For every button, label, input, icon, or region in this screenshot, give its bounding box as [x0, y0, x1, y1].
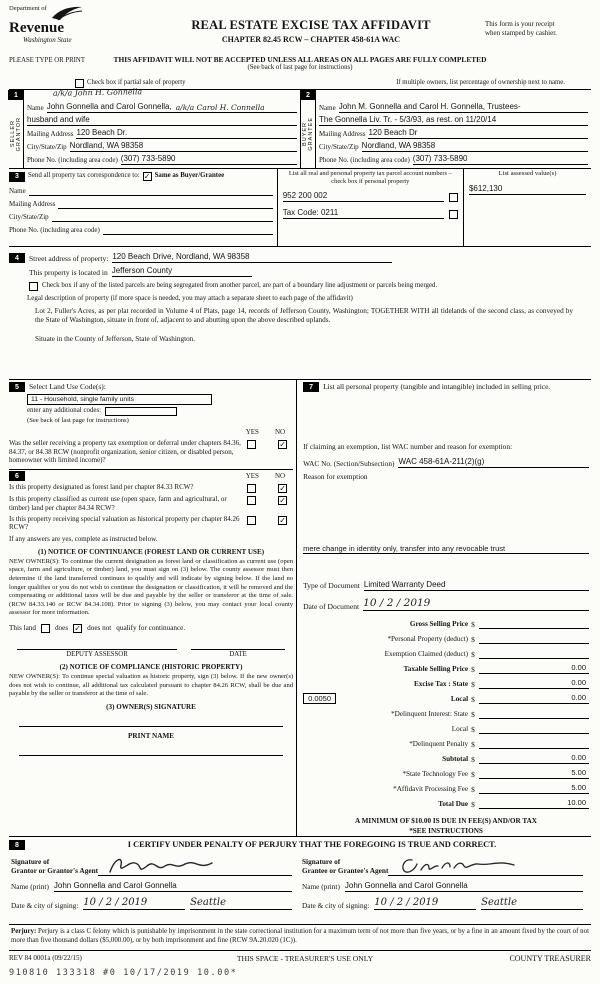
- send-to-label: Send all property tax correspondence to:: [28, 172, 140, 180]
- land-use-code-box[interactable]: 11 - Household, single family units: [27, 394, 212, 405]
- parcel-row-1: [283, 191, 458, 202]
- local-rate-box: 0.0050: [303, 693, 336, 704]
- historic-question: Is this property receiving special valuation as historical property per chapter 84.26 RCW?: [9, 514, 240, 532]
- grantee-agent-label: Grantee or Grantee's Agent: [302, 865, 389, 875]
- seller-side-strip: [9, 90, 24, 168]
- street-address-value: 120 Beach Drive, Nordland, WA 98358: [112, 252, 250, 261]
- fee-label-excise-state: Excise Tax : State: [413, 680, 469, 688]
- see-instructions-note: *SEE INSTRUCTIONS: [409, 827, 483, 835]
- corr-phone-label: Phone No. (including area code): [9, 226, 100, 235]
- grantee-name-print-label: Name (print): [302, 882, 340, 892]
- fees-table: [303, 614, 589, 809]
- parcel-row-2: [283, 208, 458, 219]
- buyer-name-label: Name: [319, 104, 336, 113]
- grantor-signature-scrawl: [106, 853, 218, 879]
- assessed-value[interactable]: $612,130: [469, 184, 586, 195]
- seller-phone-row: [27, 152, 297, 165]
- fee-label-gross: Gross Selling Price: [409, 620, 469, 628]
- fee-row-taxable: [303, 659, 589, 674]
- legal-description-label: Legal description of property (if more space is needed, you may attach a separate sheet to each page of the affidavit): [27, 294, 353, 302]
- seller-mailing-row: [27, 126, 297, 139]
- seller-aka-inline-handwriting: a/k/a Carol H. Connella: [175, 102, 265, 112]
- fee-value-tech-fee[interactable]: 5.00: [479, 768, 589, 779]
- doc-date-label: Date of Document: [303, 601, 360, 611]
- title-block: [137, 5, 485, 55]
- yes-no-header-5: [9, 428, 293, 437]
- buyer-name2-field[interactable]: [319, 115, 588, 126]
- personal-property-label: List all personal property (tangible and intangible) included in selling price.: [323, 382, 551, 391]
- section-3-number: 3: [9, 172, 25, 182]
- dollar-sign: $: [471, 769, 475, 779]
- grantee-signature-label: [302, 858, 388, 876]
- reason-field[interactable]: [303, 483, 589, 554]
- fee-value-personal[interactable]: [479, 642, 589, 644]
- dor-logo: [9, 5, 137, 55]
- subheader: [9, 55, 591, 77]
- seller-grantor-section: [9, 87, 300, 168]
- grantor-signature-block: [9, 856, 300, 911]
- cashier-receipt-stamp: 910810 133318 #0 10/17/2019 10.00*: [9, 967, 238, 978]
- grantor-signature-label: [11, 858, 98, 876]
- located-in-field[interactable]: [112, 266, 252, 277]
- wac-label: WAC No. (Section/Subsection): [303, 459, 395, 469]
- notice-continuance-text: NEW OWNER(S): To continue the current designation as forest land or classification as current use (open space, farm and agriculture, or timber) land, you must sign on (3) below. The county assessor must then determine if the land transferred continues to qualify and will indicate by signing below. If the land no longer qualifies or you do not wish to continue the designation or classification, it will be removed and the compensating or additional taxes will be due and payable by the seller or transferor at the time of sale. (RCW 84.33.140 or RCW 84.34.108). Prior to signing (3) below, you may contact your local county assessor for more information.: [9, 557, 294, 617]
- seller-vertical-label: [10, 100, 22, 168]
- parcel-2-personal-checkbox[interactable]: [449, 210, 458, 219]
- correspondence-left: [9, 169, 277, 246]
- this-land-label: This land: [9, 623, 36, 632]
- signature-of-label: Signature of: [302, 857, 341, 866]
- form-header: [9, 5, 591, 55]
- personal-property-blank-area[interactable]: [303, 392, 589, 442]
- dollar-sign: $: [471, 649, 475, 659]
- additional-codes-label: enter any additional codes:: [27, 407, 102, 415]
- certify-text: I CERTIFY UNDER PENALTY OF PERJURY THAT THE FOREGOING IS TRUE AND CORRECT.: [127, 840, 497, 849]
- treasurer-space-label: THIS SPACE - TREASURER'S USE ONLY: [236, 953, 374, 963]
- grantor-signature-row: [11, 856, 292, 876]
- buyer-vertical-label: [302, 100, 314, 168]
- grantor-name-print-label: Name (print): [11, 882, 49, 892]
- current-use-yes-checkbox[interactable]: [247, 496, 256, 505]
- seller-name-field[interactable]: [47, 102, 297, 113]
- assessed-header: List assessed value(s): [498, 170, 557, 177]
- seller-city-field[interactable]: [70, 141, 297, 152]
- buyer-name-row: [319, 97, 588, 113]
- dollar-sign: $: [471, 634, 475, 644]
- signature-columns: [9, 856, 591, 911]
- fee-row-delinquent-interest-state: [303, 704, 589, 719]
- assessed-row: [469, 184, 586, 195]
- fee-value-total-due[interactable]: 10.00: [479, 798, 589, 809]
- owner-signature-line-1[interactable]: [19, 714, 283, 727]
- fee-value-gross[interactable]: [479, 627, 589, 629]
- does-label: does: [54, 623, 69, 632]
- fee-row-excise-local: [303, 689, 589, 704]
- assessed-values-panel: [463, 169, 591, 246]
- see-back-note: (See back of last page for instructions): [247, 64, 353, 72]
- fee-row-delinquent-penalty: [303, 734, 589, 749]
- grantee-name-print-row: [302, 881, 583, 892]
- deputy-date-line[interactable]: DATE: [191, 649, 285, 659]
- street-address-label: Street address of property:: [29, 253, 109, 263]
- buyer-mailing-row: [319, 126, 588, 139]
- parcel-1-personal-checkbox[interactable]: [449, 193, 458, 202]
- send-correspondence-row: [9, 170, 273, 183]
- corr-mailing-row: [9, 196, 273, 209]
- current-use-question-row: [9, 495, 293, 513]
- yes-no-header-6: [246, 472, 293, 481]
- land-use-title: Select Land Use Code(s):: [29, 382, 106, 392]
- buyer-city-field[interactable]: [362, 141, 588, 152]
- buyer-grantee-section: [300, 90, 591, 168]
- chapter-subtitle: CHAPTER 82.45 RCW – CHAPTER 458-61A WAC: [221, 34, 401, 44]
- fee-row-excise-state: [303, 674, 589, 689]
- land-classification-section: [9, 469, 293, 755]
- seller-phone-value: (307) 733-5890: [120, 154, 176, 163]
- seller-name2-field[interactable]: [27, 115, 297, 126]
- parcel-numbers-panel: [277, 169, 463, 246]
- receipt-note-line2: when stamped by cashier.: [485, 29, 557, 38]
- current-use-no-checkbox[interactable]: ✓: [279, 496, 286, 506]
- tax-correspondence-section: [9, 169, 591, 247]
- buyer-side-strip: [301, 90, 316, 168]
- buyer-name-value: John M. Gonnella and Carol H. Gonnella, Trustees-: [338, 102, 521, 111]
- located-in-row: [9, 263, 591, 277]
- land-use-header: [9, 382, 293, 392]
- see-back-note-5: (See back of last page for instructions): [27, 417, 129, 424]
- buyer-city-label: City/State/Zip: [319, 143, 359, 152]
- located-in-value: Jefferson County: [111, 266, 173, 275]
- dollar-sign: $: [471, 664, 475, 674]
- no-label: NO: [274, 428, 286, 437]
- parties-section: [9, 89, 591, 169]
- buyer-fields: [316, 90, 591, 168]
- current-use-question: Is this property classified as current use (open space, farm and agricultural, or timber) land per chapter 84.34 RCW?: [9, 495, 227, 512]
- grantor-date-city-label: Date & city of signing:: [11, 900, 79, 910]
- forest-no-checkbox[interactable]: ✓: [279, 484, 286, 494]
- dollar-sign: $: [471, 754, 475, 764]
- buyer-name-field[interactable]: [339, 102, 588, 113]
- doc-type-value: Limited Warranty Deed: [363, 579, 446, 589]
- fee-row-delinquent-interest-local: [303, 719, 589, 734]
- fee-label-delinq-local: Local: [451, 725, 469, 733]
- seller-name-label: Name: [27, 104, 44, 113]
- fee-row-personal: [303, 629, 589, 644]
- seller-name-value: John Gonnella and Carol Gonnella,: [46, 102, 172, 111]
- section-5-number: 5: [9, 382, 25, 392]
- buyer-phone-value: (307) 733-5890: [412, 154, 468, 163]
- doc-type-label: Type of Document: [303, 581, 360, 591]
- exemption-note: If claiming an exemption, list WAC number and reason for exemption:: [303, 442, 513, 451]
- forest-land-question: Is this property designated as forest land per chapter 84.33 RCW?: [9, 483, 194, 492]
- dollar-sign: $: [471, 694, 475, 704]
- segregated-checkbox[interactable]: [29, 282, 38, 291]
- fee-label-delinq-state: *Delinquent Interest: State: [391, 710, 469, 718]
- exemption-yes-checkbox[interactable]: [247, 440, 256, 449]
- seller-city-value: Nordland, WA 98358: [69, 141, 144, 150]
- perjury-text: Perjury is a class C felony which is punishable by imprisonment in the state correctional institution for a maximum term of not more than five years, or by a fine in an amount fixed by the court of not more than five thousand dollars ($5,000.00), or by both imprisonment and fine (RCW 9A.20.020 (1C)).: [11, 928, 589, 944]
- owner-print-name-line[interactable]: [19, 743, 283, 756]
- doc-date-row: [303, 597, 589, 611]
- county-treasurer-label: COUNTY TREASURER: [509, 953, 591, 963]
- seller-fields: [24, 87, 300, 168]
- seller-mailing-value: 120 Beach Dr.: [76, 128, 128, 137]
- personal-property-header: [303, 382, 589, 392]
- fee-value-subtotal[interactable]: 0.00: [479, 753, 589, 764]
- grantee-signature-scrawl: [396, 853, 518, 879]
- seller-name-row2: [27, 113, 297, 126]
- grantee-signature-field[interactable]: [388, 856, 583, 876]
- buyer-mailing-value: 120 Beach Dr: [368, 128, 418, 137]
- additional-codes-row: [27, 407, 293, 416]
- partial-sale-label: Check box if partial sale of property: [87, 78, 186, 86]
- buyer-phone-label: Phone No. (including area code): [319, 156, 410, 165]
- reason-label: Reason for exemption: [303, 472, 368, 482]
- situate-text: Situate in the County of Jefferson, State of Washington.: [35, 334, 196, 343]
- page-title: REAL ESTATE EXCISE TAX AFFIDAVIT: [191, 18, 431, 32]
- fee-label-processing-fee: *Affidavit Processing Fee: [393, 785, 469, 793]
- deputy-assessor-row: [9, 649, 293, 659]
- dollar-sign: $: [471, 724, 475, 734]
- exemption-question: Was the seller receiving a property tax exemption or deferral under chapters 84.36, 84.37, or 84.38 RCW (nonprofit organization, senior citizen, or disabled person, homeowner with limited income)?: [9, 438, 241, 465]
- parcel-header: List all real and personal property tax parcel account numbers – check box if personal property: [288, 170, 452, 185]
- fee-value-delinq-state[interactable]: [479, 717, 589, 719]
- print-name-label: PRINT NAME: [128, 731, 175, 740]
- seller-city-label: City/State/Zip: [27, 143, 67, 152]
- does-checkbox[interactable]: [41, 624, 50, 633]
- section-4-number: 4: [9, 253, 25, 263]
- fee-label-excise-local: [303, 693, 471, 704]
- owners-signature-title: (3) OWNER(S) SIGNATURE: [106, 702, 196, 711]
- grantor-name-print-value: John Gonnella and Carol Gonnella: [53, 880, 177, 890]
- classification-header: [9, 471, 293, 481]
- qualify-suffix: qualify for continuance.: [116, 623, 186, 632]
- section-2-number: 2: [300, 90, 316, 100]
- notice-compliance-title: (2) NOTICE OF COMPLIANCE (HISTORIC PROPERTY): [59, 663, 243, 672]
- dollar-sign: $: [471, 739, 475, 749]
- fee-row-total-due: [303, 794, 589, 809]
- dept-of-label: Department of: [9, 5, 47, 12]
- section-7-number: 7: [303, 382, 319, 392]
- reason-value: mere change in identity only, transfer into any revocable trust: [303, 543, 506, 553]
- fee-row-exemption: [303, 644, 589, 659]
- fee-value-exemption[interactable]: [479, 657, 589, 659]
- dollar-sign: $: [471, 784, 475, 794]
- wac-value: WAC 458-61A-211(2)(g): [398, 457, 485, 467]
- legal-description-text: Lot 2, Fuller's Acres, as per plat recorded in Volume 4 of Plats, page 14, records of Jefferson County, Washington; TOGETHER WITH all tidelands of the second class, as conveyed by the State of Washington, situate in front of, adjacent to and abutting upon the above described uplands.: [35, 306, 573, 324]
- seller-name-row: [27, 87, 297, 113]
- grantor-city-value[interactable]: Seattle: [190, 897, 292, 911]
- notice-continuance-title: (1) NOTICE OF CONTINUANCE (FOREST LAND OR CURRENT USE): [37, 547, 265, 556]
- doc-type-field[interactable]: [364, 580, 589, 591]
- notice-compliance-text: NEW OWNER(S): To continue special valuation as historic property, sign (3) below. If the new owner(s) does not wish to continue, all additional tax calculated pursuant to chapter 84.26 RCW, shall be due and payable by the seller or transferor at the time of sale.: [9, 673, 294, 698]
- deputy-assessor-signature-line[interactable]: DEPUTY ASSESSOR: [17, 649, 177, 659]
- buyer-mailing-field[interactable]: [368, 128, 588, 139]
- historic-no-checkbox[interactable]: ✓: [279, 515, 286, 525]
- corr-phone-row: [9, 222, 273, 235]
- wac-row: [303, 457, 589, 468]
- forest-yes-checkbox[interactable]: [247, 484, 256, 493]
- grantee-name-print-field[interactable]: [345, 881, 583, 892]
- fee-value-penalty[interactable]: [479, 747, 589, 749]
- dollar-sign: $: [471, 709, 475, 719]
- grantee-date-city-label: Date & city of signing:: [302, 900, 370, 910]
- parcel-2-value[interactable]: Tax Code: 0211: [283, 208, 444, 219]
- receipt-note: [485, 5, 591, 55]
- if-yes-note: If any answers are yes, complete as instructed below.: [9, 535, 158, 544]
- dept-state: Washington State: [23, 36, 72, 44]
- grantor-date-value[interactable]: 10 / 2 / 2019: [83, 897, 185, 911]
- fee-row-subtotal: [303, 749, 589, 764]
- seller-mailing-label: Mailing Address: [27, 130, 74, 139]
- spacer: [303, 554, 589, 580]
- wac-field[interactable]: [398, 457, 589, 468]
- fee-value-processing-fee[interactable]: 5.00: [479, 783, 589, 794]
- please-type-label: PLEASE TYPE OR PRINT: [9, 57, 85, 64]
- fee-label-subtotal: Subtotal: [442, 755, 469, 763]
- seller-name2-value: husband and wife: [27, 115, 90, 124]
- grantor-name-print-row: [11, 881, 292, 892]
- buyer-city-row: [319, 139, 588, 152]
- seller-phone-field[interactable]: [121, 154, 297, 165]
- corr-phone-field[interactable]: [103, 234, 273, 235]
- grantor-agent-label: Grantor or Grantor's Agent: [11, 865, 99, 875]
- doc-type-row: [303, 580, 589, 591]
- parcel-1-value[interactable]: 952 200 002: [283, 191, 444, 202]
- section-1-number: 1: [8, 90, 24, 100]
- property-description-section: [9, 247, 591, 379]
- buyer-mailing-label: Mailing Address: [319, 130, 366, 139]
- yes-label-6: YES: [245, 471, 259, 480]
- grantor-name-print-field[interactable]: [54, 881, 292, 892]
- section-8-number: 8: [9, 840, 25, 850]
- dor-swoosh-icon: [50, 5, 84, 21]
- segregated-label: Check box if any of the listed parcels are being segregated from another parcel, are part of a boundary line adjustment or parcels being merged.: [42, 282, 438, 290]
- seller-city-row: [27, 139, 297, 152]
- buyer-word: BUYER: [302, 122, 308, 146]
- grantor-date-city-row: [11, 897, 292, 911]
- same-as-buyer-label: Same as Buyer/Grantee: [154, 172, 225, 180]
- certify-row: [9, 840, 591, 851]
- seller-phone-label: Phone No. (including area code): [27, 156, 118, 165]
- fee-label-taxable: Taxable Selling Price: [403, 665, 469, 673]
- street-address-field[interactable]: [112, 252, 392, 263]
- signature-of-label: Signature of: [11, 857, 50, 866]
- warning-text: THIS AFFIDAVIT WILL NOT BE ACCEPTED UNLESS ALL AREAS ON ALL PAGES ARE FULLY COMPLETED: [113, 55, 487, 64]
- grantee-signature-row: [302, 856, 583, 876]
- fee-row-gross: [303, 614, 589, 629]
- buyer-phone-field[interactable]: [413, 154, 588, 165]
- doc-date-field[interactable]: [363, 597, 589, 611]
- yes-label: YES: [245, 428, 259, 437]
- buyer-phone-row: [319, 152, 588, 165]
- right-column: [297, 380, 591, 836]
- grantee-name-print-value: John Gonnella and Carol Gonnella: [344, 880, 468, 890]
- grantor-word: GRANTOR: [16, 116, 22, 152]
- street-address-row: [9, 249, 591, 263]
- grantee-city-value[interactable]: Seattle: [481, 897, 583, 911]
- left-column: [9, 380, 297, 836]
- land-use-section: [9, 382, 293, 465]
- historic-yes-checkbox[interactable]: [247, 516, 256, 525]
- exemption-no-checkbox[interactable]: ✓: [279, 439, 286, 449]
- footer-row: [9, 951, 591, 964]
- dollar-sign: $: [471, 679, 475, 689]
- dollar-sign: $: [471, 799, 475, 809]
- multiple-owners-note: If multiple owners, list percentage of ownership next to name.: [396, 78, 565, 86]
- grantor-signature-field[interactable]: [98, 856, 292, 876]
- perjury-notice: [9, 925, 591, 951]
- fee-label-personal: *Personal Property (deduct): [387, 635, 469, 643]
- fee-label-total-due: Total Due: [438, 800, 469, 808]
- fee-label-tech-fee: *State Technology Fee: [402, 770, 469, 778]
- historic-question-row: [9, 515, 293, 533]
- additional-codes-box[interactable]: [105, 407, 177, 416]
- does-not-label: does not: [87, 623, 112, 632]
- partial-sale-checkbox[interactable]: [75, 79, 84, 88]
- qualify-row: [9, 624, 293, 633]
- corr-city-row: [9, 209, 273, 222]
- fee-value-delinq-local[interactable]: [479, 732, 589, 734]
- main-columns: [9, 379, 591, 837]
- same-as-buyer-checkbox[interactable]: ✓: [143, 172, 151, 181]
- segregated-row: [9, 277, 591, 291]
- minimum-fee-note: A MINIMUM OF $10.00 IS DUE IN FEE(S) AND/OR TAX: [355, 817, 538, 825]
- fee-value-taxable[interactable]: 0.00: [479, 663, 589, 674]
- receipt-note-line1: This form is your receipt: [485, 20, 555, 28]
- corr-mailing-label: Mailing Address: [9, 200, 56, 209]
- grantee-date-value[interactable]: 10 / 2 / 2019: [374, 897, 476, 911]
- seller-word: SELLER: [10, 120, 16, 148]
- exemption-question-row: [9, 439, 293, 465]
- buyer-name2-value: The Gonnella Liv. Tr. - 5/3/93, as rest. on 11/20/14: [319, 115, 497, 124]
- perjury-label: Perjury:: [11, 928, 37, 935]
- fee-row-tech-fee: [303, 764, 589, 779]
- grantee-date-city-row: [302, 897, 583, 911]
- fee-label-penalty: *Delinquent Penalty: [409, 740, 469, 748]
- fee-label-exemption: Exemption Claimed (deduct): [384, 650, 469, 658]
- fee-row-processing-fee: [303, 779, 589, 794]
- grantee-signature-block: [300, 856, 591, 911]
- buyer-name-row2: [319, 113, 588, 126]
- dept-name: Revenue: [9, 20, 64, 36]
- fee-value-excise-local[interactable]: 0.00: [479, 693, 589, 704]
- seller-mailing-field[interactable]: [76, 128, 297, 139]
- grantee-word: GRANTEE: [308, 117, 314, 151]
- does-not-checkbox[interactable]: ✓: [74, 623, 81, 633]
- form-number: REV 84 0001a (09/22/15): [9, 953, 82, 962]
- corr-city-label: City/State/Zip: [9, 213, 49, 222]
- fee-value-excise-state[interactable]: 0.00: [479, 678, 589, 689]
- section-6-number: 6: [9, 471, 25, 481]
- forest-land-question-row: [9, 483, 293, 493]
- buyer-city-value: Nordland, WA 98358: [361, 141, 436, 150]
- doc-date-value: 10 / 2 / 2019: [363, 596, 431, 609]
- no-label-6: NO: [274, 471, 286, 480]
- located-in-label: This property is located in: [29, 267, 108, 277]
- corr-name-row: [9, 183, 273, 196]
- corr-name-label: Name: [9, 187, 26, 196]
- seller-aka-handwriting: a/k/a John H. Gonnella: [52, 87, 143, 98]
- dollar-sign: $: [471, 619, 475, 629]
- local-label: Local: [450, 695, 469, 703]
- certification-section: [9, 837, 591, 925]
